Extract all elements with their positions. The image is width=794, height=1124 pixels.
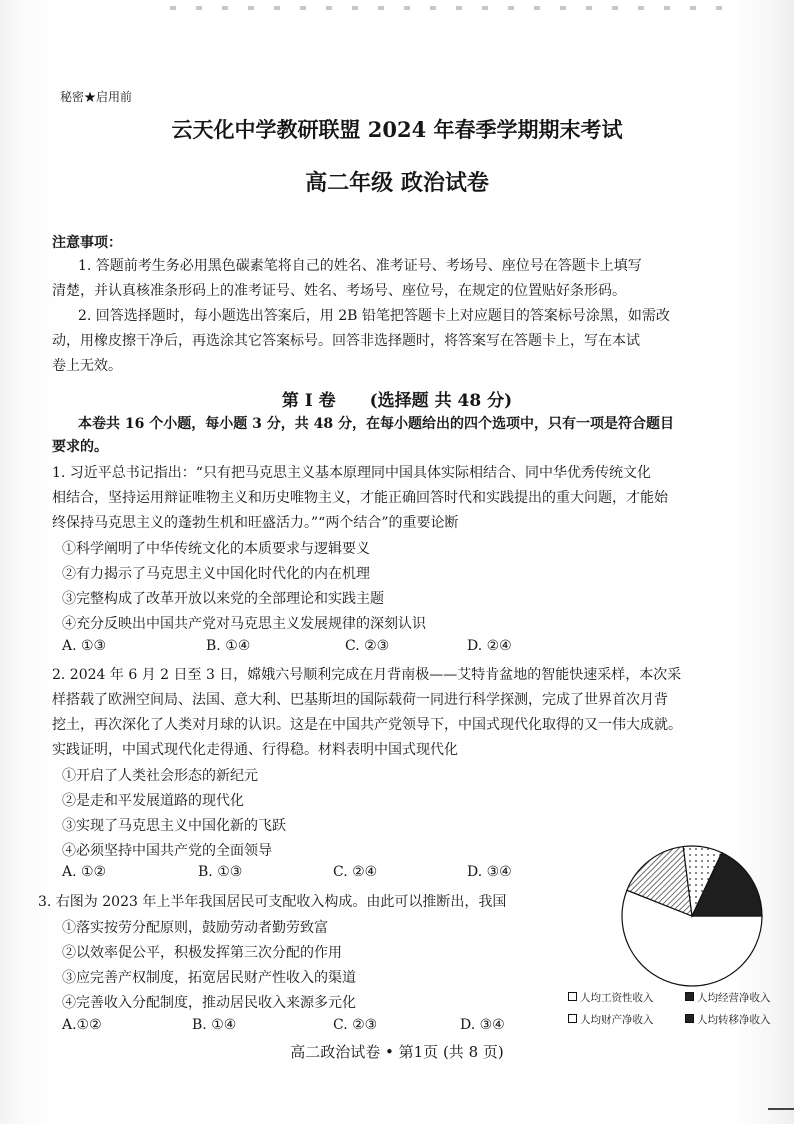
q2-statement-2: ②是走和平发展道路的现代化: [62, 793, 244, 809]
q1-option-b: B. ①④: [206, 638, 251, 654]
q2-option-a: A. ①②: [62, 864, 107, 880]
q3-stem-line-1: 3. 右图为 2023 年上半年我国居民可支配收入构成。由此可以推断出，我国: [38, 894, 507, 910]
legend-item-business: 人均经营净收入: [685, 990, 771, 1005]
scan-edge-artifact: [170, 6, 730, 10]
q1-statement-4: ④充分反映出中国共产党对马克思主义发展规律的深刻认识: [62, 616, 426, 632]
legend-swatch-dark: [685, 992, 694, 1001]
q3-statement-1: ①落实按劳分配原则，鼓励劳动者勤劳致富: [62, 920, 328, 936]
q3-statement-2: ②以效率促公平，积极发挥第三次分配的作用: [62, 945, 342, 961]
q3-option-b: B. ①④: [192, 1017, 237, 1033]
income-pie-chart: [585, 840, 770, 990]
q1-option-d: D. ②④: [467, 638, 512, 654]
q2-stem-line-3: 挖土，再次深化了人类对月球的认识。这是在中国共产党领导下，中国式现代化取得的又一伟大成就。: [52, 717, 682, 733]
page-footer: 高二政治试卷 • 第1页 (共 8 页): [290, 1043, 504, 1061]
q3-option-d: D. ③④: [460, 1017, 505, 1033]
q2-stem-line-4: 实践证明，中国式现代化走得通、行得稳。材料表明中国式现代化: [52, 742, 458, 758]
legend-item-property: 人均财产净收入: [568, 1012, 654, 1027]
note-2-line-3: 卷上无效。: [52, 358, 122, 374]
note-2-line-2: 动，用橡皮擦干净后，再选涂其它答案标号。回答非选择题时，将答案写在答题卡上，写在本试: [52, 333, 640, 349]
confidential-label: 秘密★启用前: [60, 90, 133, 104]
legend-swatch-white: [568, 992, 577, 1001]
q2-statement-1: ①开启了人类社会形态的新纪元: [62, 768, 258, 784]
q1-stem-line-2: 相结合，坚持运用辩证唯物主义和历史唯物主义，才能正确回答时代和实践提出的重大问题，才能始: [52, 490, 668, 506]
q3-option-a: A.①②: [62, 1017, 102, 1033]
q3-statement-3: ③应完善产权制度，拓宽居民财产性收入的渠道: [62, 970, 356, 986]
notes-heading: 注意事项：: [52, 235, 122, 251]
q1-stem-line-3: 终保持马克思主义的蓬勃生机和旺盛活力。”“两个结合”的重要论断: [52, 515, 459, 531]
legend-item-wage: 人均工资性收入: [568, 990, 654, 1005]
q1-statement-1: ①科学阐明了中华传统文化的本质要求与逻辑要义: [62, 541, 370, 557]
exam-title: 云天化中学教研联盟 2024 年春季学期期末考试: [171, 117, 623, 142]
q3-option-c: C. ②③: [333, 1017, 378, 1033]
legend-item-transfer: 人均转移净收入: [685, 1012, 771, 1027]
q2-option-b: B. ①③: [198, 864, 243, 880]
q2-stem-line-2: 样搭载了欧洲空间局、法国、意大利、巴基斯坦的国际载荷一同进行科学探测，完成了世界首次月背: [52, 692, 668, 708]
q2-statement-3: ③实现了马克思主义中国化新的飞跃: [62, 818, 286, 834]
q2-stem-line-1: 2. 2024 年 6 月 2 日至 3 日，嫦娥六号顺利完成在月背南极——艾特肯盆地的智能快速采样，本次采: [52, 667, 682, 683]
legend-swatch-white: [568, 1014, 577, 1023]
section-title: 第 I 卷 (选择题 共 48 分): [281, 391, 513, 411]
q1-statement-2: ②有力揭示了马克思主义中国化时代化的内在机理: [62, 566, 370, 582]
section-intro-line-1: 本卷共 16 个小题，每小题 3 分，共 48 分，在每小题给出的四个选项中，只有一项是符合题目: [78, 416, 674, 432]
exam-subtitle: 高二年级 政治试卷: [305, 170, 489, 196]
q1-stem-line-1: 1. 习近平总书记指出：“只有把马克思主义基本原理同中国具体实际相结合、同中华优秀传统文化: [52, 465, 651, 481]
scan-mark: [768, 1108, 794, 1110]
q1-option-a: A. ①③: [62, 638, 107, 654]
q1-statement-3: ③完整构成了改革开放以来党的全部理论和实践主题: [62, 591, 384, 607]
section-intro-line-2: 要求的。: [52, 439, 108, 455]
note-1-line-2: 清楚，并认真核准条形码上的准考证号、姓名、考场号、座位号，在规定的位置贴好条形码。: [52, 283, 626, 299]
q3-statement-4: ④完善收入分配制度，推动居民收入来源多元化: [62, 995, 356, 1011]
note-1-line-1: 1. 答题前考生务必用黑色碳素笔将自己的姓名、准考证号、考场号、座位号在答题卡上填写: [78, 258, 642, 274]
q2-statement-4: ④必须坚持中国共产党的全面领导: [62, 843, 272, 859]
q2-option-d: D. ③④: [467, 864, 512, 880]
note-2-line-1: 2. 回答选择题时，每小题选出答案后，用 2B 铅笔把答题卡上对应题目的答案标号涂黑，如需改: [78, 308, 670, 324]
q2-option-c: C. ②④: [333, 864, 378, 880]
legend-swatch-dark: [685, 1014, 694, 1023]
q1-option-c: C. ②③: [345, 638, 390, 654]
